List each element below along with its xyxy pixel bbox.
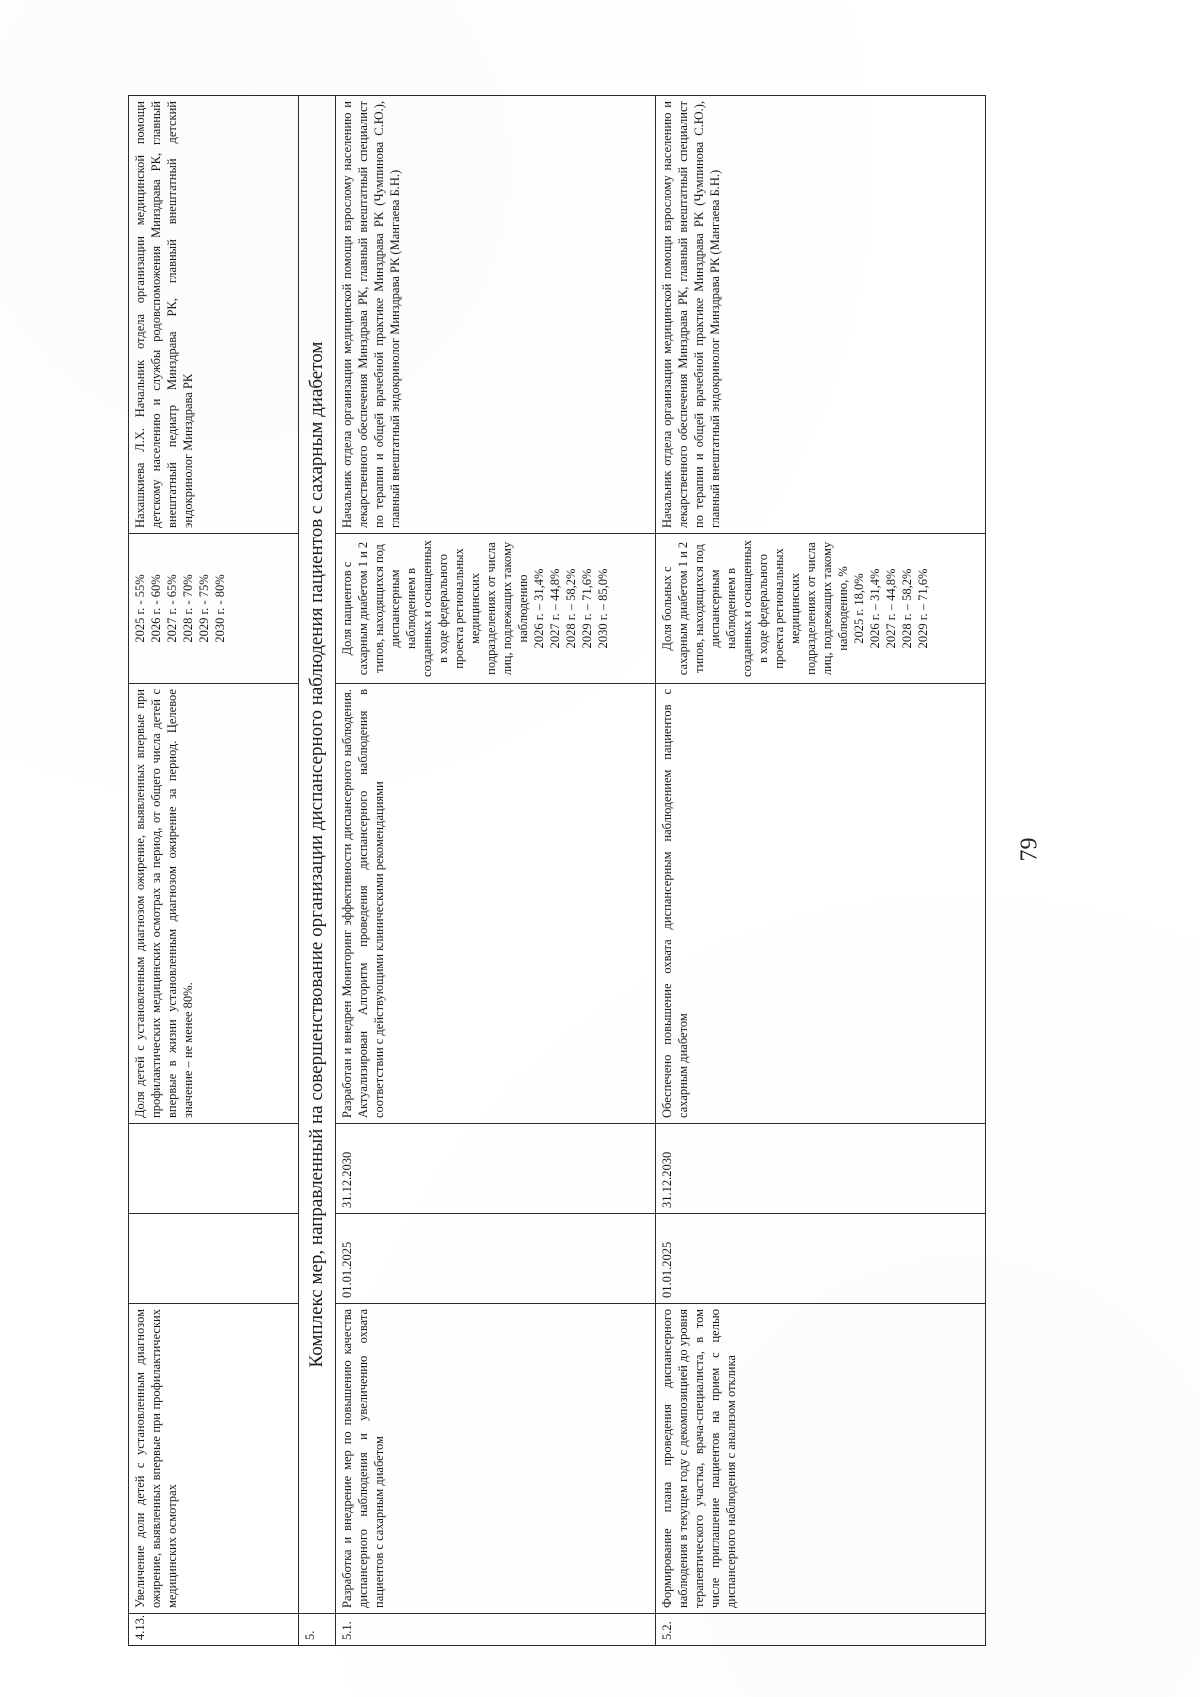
event-cell: Разработка и внедрение мер по повышению качества диспансерного наблюдения и увеличению охвата пациентов с сахарным диабетом [336, 1304, 656, 1614]
end-date-cell: 31.12.2030 [336, 1124, 656, 1214]
indicator-cell [336, 534, 656, 684]
indicator-value: 2030 г. – 85,0% [596, 568, 611, 649]
indicator-value: 2029 г. - 75% [197, 574, 211, 643]
indicator-value: 2028 г. – 58,2% [900, 568, 915, 649]
indicator-value: 2028 г. - 70% [181, 574, 195, 643]
indicator-value: 2027 г. - 65% [165, 574, 179, 643]
event-cell: Увеличение доли детей с установленным диагнозом ожирение, выявленных впервые при профилактических медицинских осмотрах [129, 1304, 299, 1614]
rotated-table-container [128, 96, 1033, 1646]
indicator-value: 2026 г. – 31,4% [868, 568, 883, 649]
row-number: 5.2. [656, 1614, 986, 1646]
action-plan-table [128, 95, 986, 1646]
indicator-value: 2027 г. – 44,8% [884, 568, 899, 649]
indicator-value: 2030 г. - 80% [213, 574, 227, 643]
end-date-cell: 31.12.2030 [656, 1124, 986, 1214]
start-date-cell: 01.01.2025 [336, 1214, 656, 1304]
indicator-value: 2028 г. – 58,2% [564, 568, 579, 649]
indicator-cell [656, 534, 986, 684]
indicator-value: 2026 г. – 31,4% [532, 568, 547, 649]
responsible-cell: Начальник отдела организации медицинской помощи взрослому населению и лекарственного обеспечения Минздрава РК, главный внештатный специалист по терапии и общей врачебной практике Минздрава РК (Чумпинова С.Ю.), главный внештатный эндокринолог Минздрава РК (Мангаева Б.Н.) [656, 96, 986, 534]
result-cell: Разработан и внедрен Мониторинг эффективности диспансерного наблюдения. Актуализирован Алгоритм проведения диспансерного наблюдения в соответствии с действующими клиническими рекомендациями [336, 684, 656, 1124]
table-row-4-13 [129, 96, 299, 1646]
indicator-value: 2027 г. – 44,8% [548, 568, 563, 649]
indicator-value: 2025 г. - 55% [133, 574, 147, 643]
start-date-cell [129, 1214, 299, 1304]
section-number: 5. [299, 1614, 336, 1646]
event-cell: Формирование плана проведения диспансерного наблюдения в текущем году с декомпозицией до уровня терапевтического участка, врача-специалиста, в том числе приглашение пациентов на прием с целью диспансерного наблюдения с анализом отклика [656, 1304, 986, 1614]
row-number: 5.1. [336, 1614, 656, 1646]
responsible-cell: Начальник отдела организации медицинской помощи взрослому населению и лекарственного обеспечения Минздрава РК, главный внештатный специалист по терапии и общей врачебной практике Минздрава РК (Чумпинова С.Ю.), главный внештатный эндокринолог Минздрава РК (Мангаева Б.Н.) [336, 96, 656, 534]
end-date-cell [129, 1124, 299, 1214]
page-number: 79 [1016, 837, 1043, 862]
responsible-cell: Нахашкиева Л.Х. Начальник отдела организации медицинской помощи детскому населению и службы родовспоможения Минздрава РК, главный внештатный педиатр Минздрава РК, главный внештатный детский эндокринолог Минздрава РК [129, 96, 299, 534]
result-cell: Доля детей с установленным диагнозом ожирение, выявленных впервые при профилактических медицинских осмотрах за период, от общего числа детей с впервые в жизни установленным диагнозом ожирение за период. Целевое значение – не менее 80%. [129, 684, 299, 1124]
indicator-cell [129, 534, 299, 684]
section-header-5 [299, 96, 336, 1646]
indicator-value: 2029 г. – 71,6% [580, 568, 595, 649]
indicator-value: 2026 г. - 60% [149, 574, 163, 643]
indicator-value: 2029 г. – 71,6% [916, 568, 931, 649]
indicator-description: Доля больных с сахарным диабетом 1 и 2 типов, находящихся под диспансерным наблюдением в созданных и оснащенных в ходе федерального проекта региональных медицинских подразделениях от числа лиц, подлежащих такому наблюдению, % [660, 540, 851, 677]
indicator-value: 2025 г. 18,0% [852, 573, 867, 644]
section-title: Комплекс мер, направленный на совершенствование организации диспансерного наблюдения пациентов с сахарным диабетом [299, 96, 336, 1614]
result-cell: Обеспечено повышение охвата диспансерным наблюдением пациентов с сахарным диабетом [656, 684, 986, 1124]
row-number: 4.13. [129, 1614, 299, 1646]
table-row-5-1 [336, 96, 656, 1646]
start-date-cell: 01.01.2025 [656, 1214, 986, 1304]
indicator-description: Доля пациентов с сахарным диабетом 1 и 2 типов, находящихся под диспансерным наблюдением в созданных и оснащенных в ходе федерального проекта региональных медицинских подразделениях от числа лиц, подлежащих такому наблюдению [340, 540, 531, 677]
table-row-5-2 [656, 96, 986, 1646]
